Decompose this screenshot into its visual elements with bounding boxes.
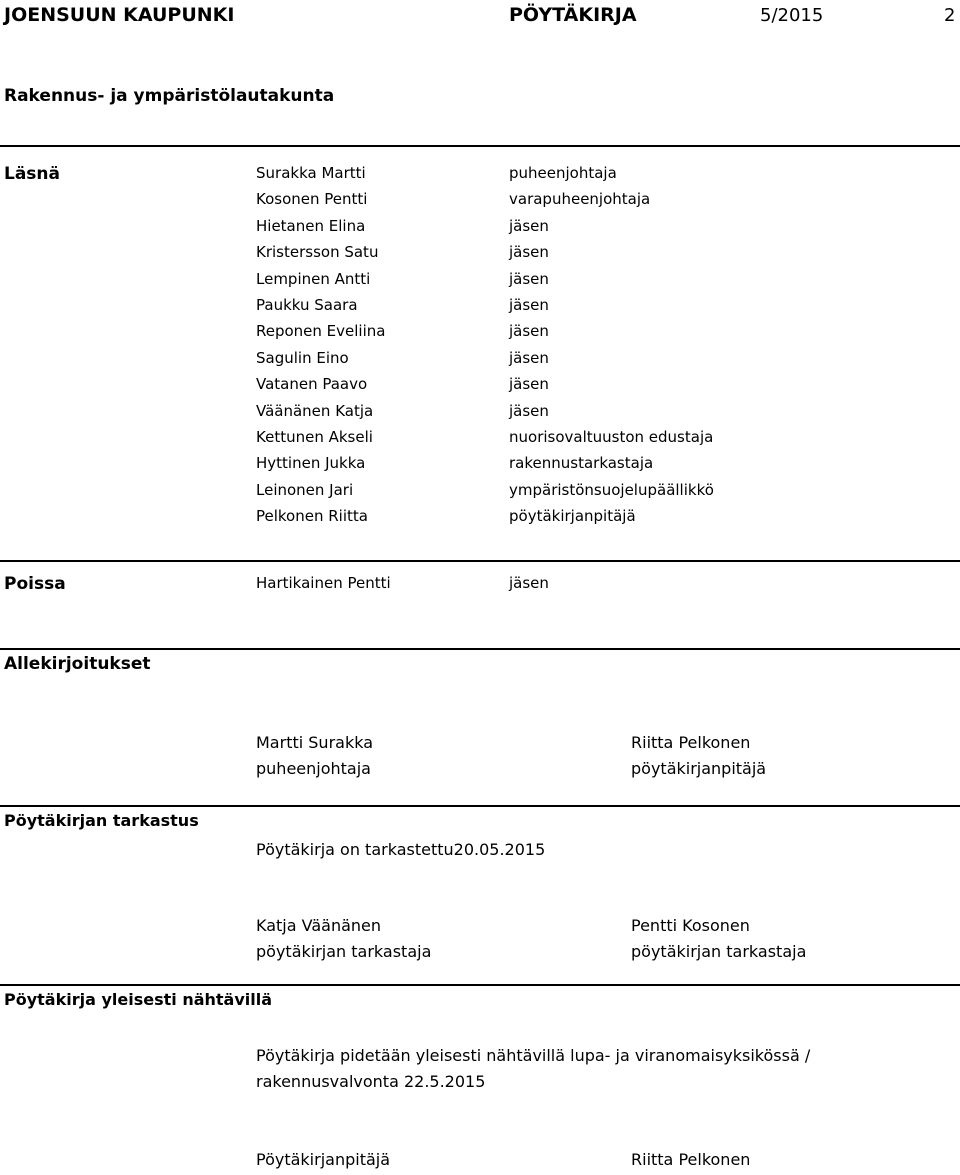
signer-left-role: puheenjohtaja — [256, 759, 371, 778]
present-member-name: Kettunen Akseli — [256, 428, 373, 446]
present-member-name: Paukku Saara — [256, 296, 358, 314]
reviewer-right-name: Pentti Kosonen — [631, 916, 750, 935]
present-member-role: pöytäkirjanpitäjä — [509, 507, 636, 525]
reviewer-left-role: pöytäkirjan tarkastaja — [256, 942, 432, 961]
section-divider — [0, 560, 960, 562]
review-label: Pöytäkirjan tarkastus — [4, 811, 199, 830]
absent-member-role: jäsen — [509, 574, 549, 592]
signer-left-name: Martti Surakka — [256, 733, 373, 752]
present-member-role: rakennustarkastaja — [509, 454, 654, 472]
review-statement: Pöytäkirja on tarkastettu20.05.2015 — [256, 840, 546, 859]
signer-right-role: pöytäkirjanpitäjä — [631, 759, 767, 778]
header-org: JOENSUUN KAUPUNKI — [4, 4, 235, 26]
header-page-number: 2 — [944, 5, 956, 26]
present-member-name: Surakka Martti — [256, 164, 366, 182]
present-member-role: jäsen — [509, 322, 549, 340]
header-doc-type: PÖYTÄKIRJA — [509, 4, 637, 26]
present-member-role: puheenjohtaja — [509, 164, 617, 182]
board-name: Rakennus- ja ympäristölautakunta — [4, 86, 335, 106]
public-label: Pöytäkirja yleisesti nähtävillä — [4, 990, 273, 1009]
reviewer-right-role: pöytäkirjan tarkastaja — [631, 942, 807, 961]
present-member-role: jäsen — [509, 296, 549, 314]
section-divider — [0, 984, 960, 986]
present-member-name: Reponen Eveliina — [256, 322, 386, 340]
section-divider — [0, 648, 960, 650]
header-doc-number: 5/2015 — [760, 5, 824, 26]
absent-label: Poissa — [4, 574, 66, 594]
present-member-role: varapuheenjohtaja — [509, 190, 651, 208]
present-member-role: jäsen — [509, 270, 549, 288]
section-divider — [0, 145, 960, 147]
present-member-name: Kosonen Pentti — [256, 190, 368, 208]
public-text-line1: Pöytäkirja pidetään yleisesti nähtävillä lupa- ja viranomaisyksikössä / — [256, 1046, 811, 1065]
signer-right-name: Riitta Pelkonen — [631, 733, 751, 752]
present-member-role: jäsen — [509, 349, 549, 367]
present-member-role: jäsen — [509, 217, 549, 235]
section-divider — [0, 805, 960, 807]
present-member-role: ympäristönsuojelupäällikkö — [509, 481, 714, 499]
present-member-role: jäsen — [509, 375, 549, 393]
present-member-name: Väänänen Katja — [256, 402, 374, 420]
present-member-name: Hyttinen Jukka — [256, 454, 366, 472]
present-label: Läsnä — [4, 164, 60, 184]
present-member-role: jäsen — [509, 243, 549, 261]
present-member-name: Hietanen Elina — [256, 217, 366, 235]
footer-right: Riitta Pelkonen — [631, 1150, 751, 1169]
present-member-name: Lempinen Antti — [256, 270, 371, 288]
footer-left: Pöytäkirjanpitäjä — [256, 1150, 391, 1169]
present-member-name: Pelkonen Riitta — [256, 507, 368, 525]
present-member-name: Sagulin Eino — [256, 349, 349, 367]
present-member-role: jäsen — [509, 402, 549, 420]
public-text-line2: rakennusvalvonta 22.5.2015 — [256, 1072, 486, 1091]
reviewer-left-name: Katja Väänänen — [256, 916, 382, 935]
absent-member-name: Hartikainen Pentti — [256, 574, 391, 592]
present-member-role: nuorisovaltuuston edustaja — [509, 428, 714, 446]
signatures-label: Allekirjoitukset — [4, 654, 151, 674]
present-member-name: Leinonen Jari — [256, 481, 354, 499]
present-member-name: Kristersson Satu — [256, 243, 379, 261]
present-member-name: Vatanen Paavo — [256, 375, 368, 393]
